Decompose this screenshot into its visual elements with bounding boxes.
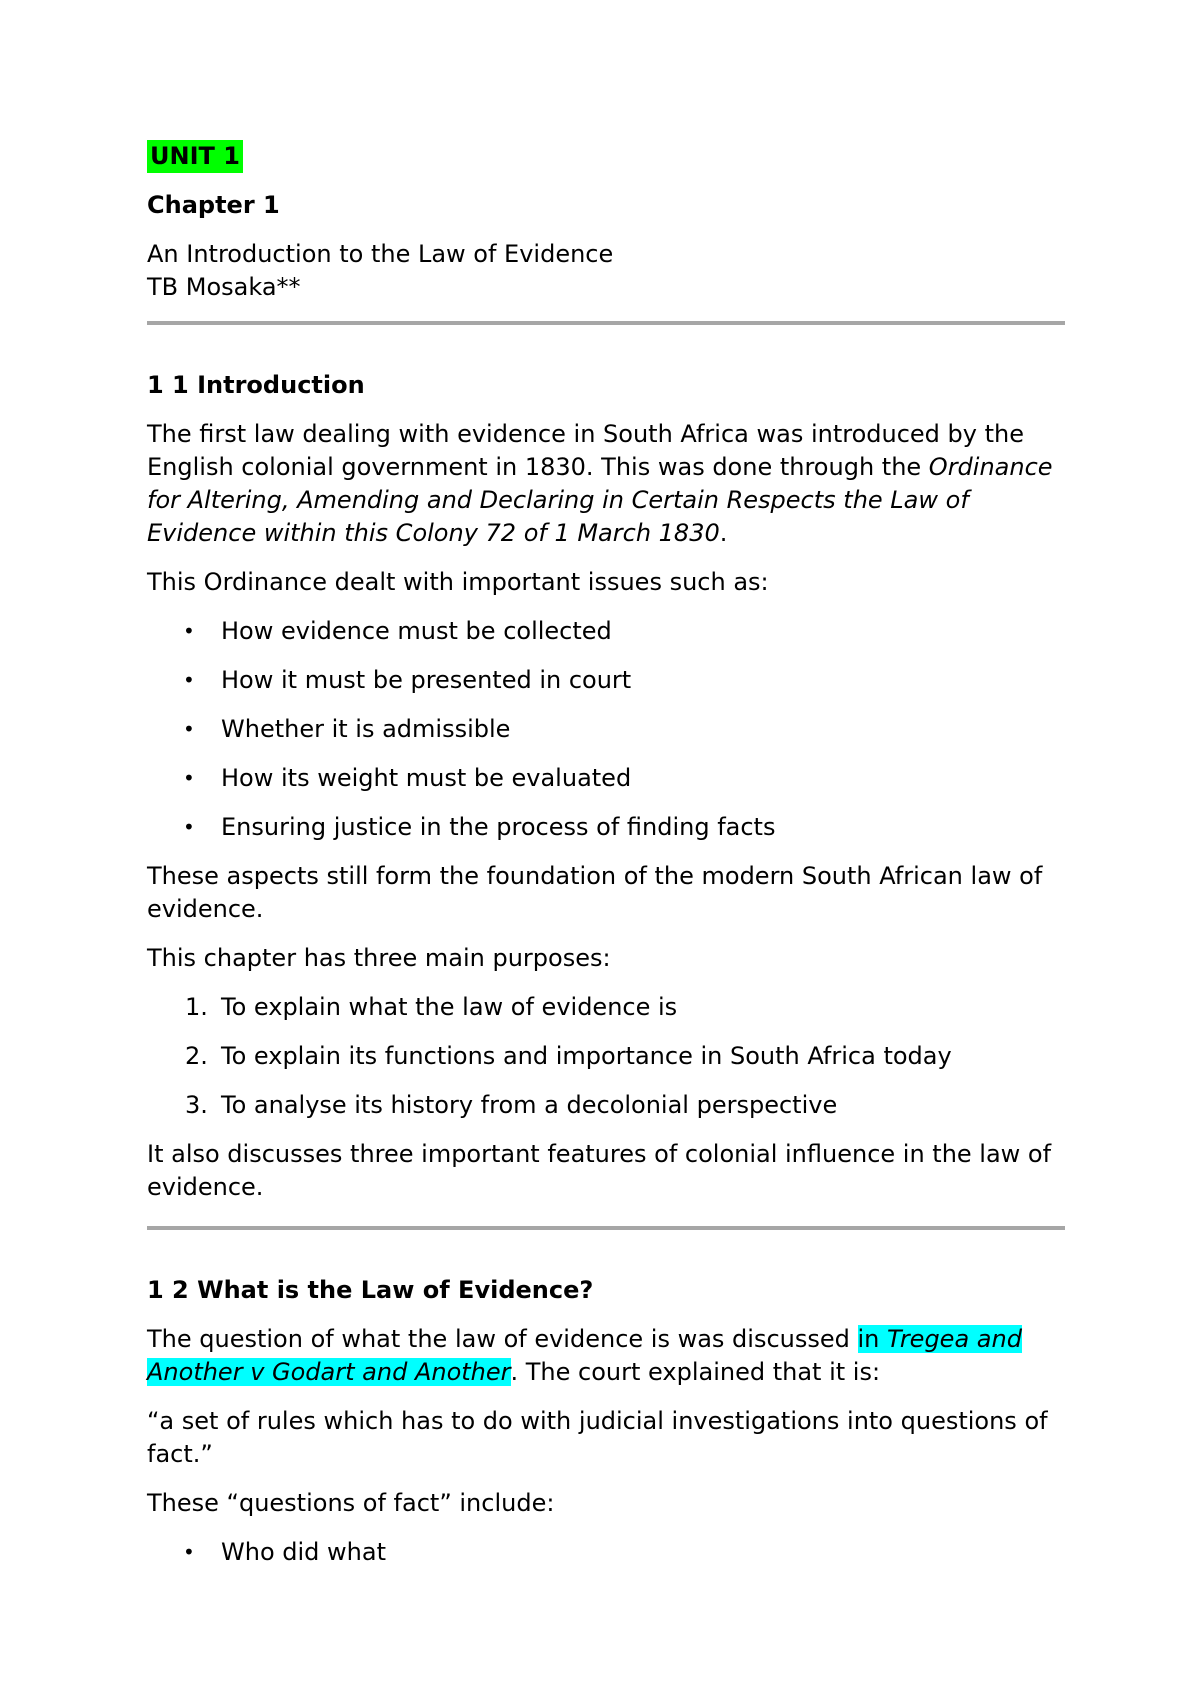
list-number: 1. xyxy=(185,993,208,1021)
paragraph: This chapter has three main purposes: xyxy=(147,944,611,972)
bullet-icon: • xyxy=(183,668,195,692)
paragraph-end: . The court explained that it is: xyxy=(510,1358,881,1386)
paragraph xyxy=(147,1323,1065,1389)
bullet-icon: • xyxy=(183,619,195,643)
bullet-list xyxy=(147,1536,1065,1569)
author: TB Mosaka** xyxy=(147,273,301,301)
horizontal-rule xyxy=(147,321,1065,325)
bullet-icon: • xyxy=(183,815,195,839)
paragraph-text: The question of what the law of evidence is was discussed xyxy=(147,1325,858,1353)
list-item-text: How evidence must be collected xyxy=(221,617,612,645)
list-number: 2. xyxy=(185,1042,208,1070)
case-citation: Tregea and Another v Godart and Another xyxy=(147,1325,1022,1386)
list-item-text: Who did what xyxy=(221,1538,386,1566)
paragraph: These aspects still form the foundation of the modern South African law of evidence. xyxy=(147,862,1043,923)
paragraph-text: The first law dealing with evidence in South Africa was introduced by the English colonial government in 1830. This was done through the xyxy=(147,420,1024,481)
horizontal-rule xyxy=(147,1226,1065,1230)
chapter-label: Chapter 1 xyxy=(147,191,280,219)
ordinance-title: Ordinance for Altering, Amending and Declaring in Certain Respects the Law of Evidence within this Colony 72 of 1 March 1830 xyxy=(147,453,1053,547)
bullet-icon: • xyxy=(183,717,195,741)
numbered-list xyxy=(147,991,1065,1122)
unit-highlight: UNIT 1 xyxy=(147,140,243,173)
list-item-text: How its weight must be evaluated xyxy=(221,764,632,792)
section-heading: 1 2 What is the Law of Evidence? xyxy=(147,1276,594,1304)
bullet-icon: • xyxy=(183,1540,195,1564)
section-heading: 1 1 Introduction xyxy=(147,371,365,399)
chapter-title: An Introduction to the Law of Evidence xyxy=(147,240,614,268)
paragraph: It also discusses three important features of colonial influence in the law of evidence. xyxy=(147,1140,1052,1201)
list-item xyxy=(147,1089,1065,1122)
document-page xyxy=(147,140,1065,1585)
list-item xyxy=(147,762,1065,795)
list-item xyxy=(147,811,1065,844)
paragraph xyxy=(147,418,1065,550)
bullet-list xyxy=(147,615,1065,844)
list-item-text: To explain its functions and importance in South Africa today xyxy=(221,1042,952,1070)
list-item xyxy=(147,615,1065,648)
paragraph: This Ordinance dealt with important issues such as: xyxy=(147,568,769,596)
list-item-text: Ensuring justice in the process of finding facts xyxy=(221,813,776,841)
list-item-text: How it must be presented in court xyxy=(221,666,632,694)
paragraph: These “questions of fact” include: xyxy=(147,1489,555,1517)
list-item-text: To explain what the law of evidence is xyxy=(221,993,678,1021)
quote: “a set of rules which has to do with judicial investigations into questions of fact.” xyxy=(147,1407,1048,1468)
list-item xyxy=(147,991,1065,1024)
title-block xyxy=(147,238,1065,304)
paragraph-end: . xyxy=(719,519,728,547)
case-citation-prefix: in xyxy=(857,1325,888,1353)
unit-label xyxy=(147,140,1065,189)
list-number: 3. xyxy=(185,1091,208,1119)
list-item-text: To analyse its history from a decolonial perspective xyxy=(221,1091,838,1119)
list-item xyxy=(147,713,1065,746)
list-item xyxy=(147,1040,1065,1073)
bullet-icon: • xyxy=(183,766,195,790)
list-item xyxy=(147,1536,1065,1569)
list-item-text: Whether it is admissible xyxy=(221,715,511,743)
list-item xyxy=(147,664,1065,697)
